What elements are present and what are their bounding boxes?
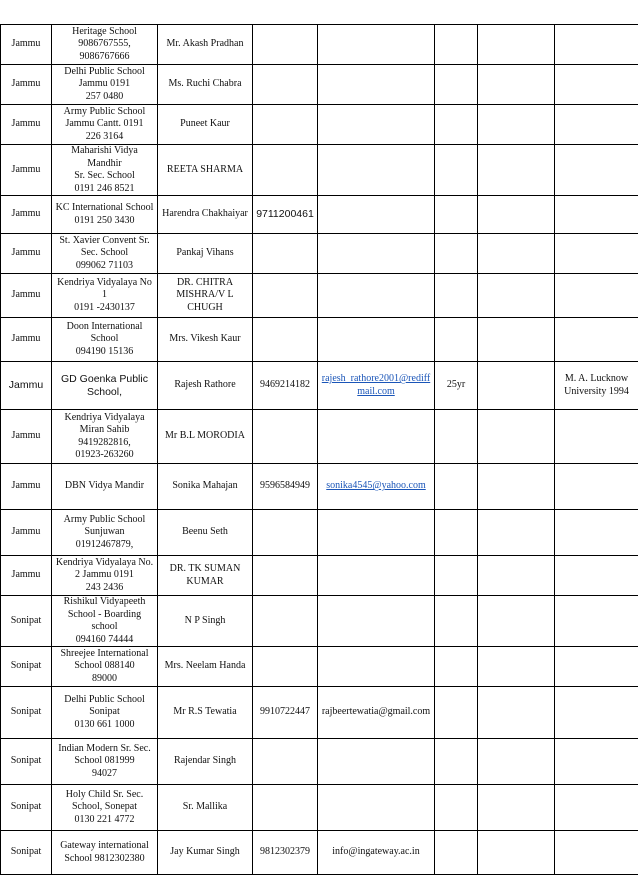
email-cell — [318, 105, 435, 145]
email-cell — [318, 65, 435, 105]
experience-cell — [435, 105, 478, 145]
school-cell: Indian Modern Sr. Sec. School 081999 94027 — [52, 739, 158, 785]
experience-cell: 25yr — [435, 362, 478, 410]
empty-cell — [478, 556, 555, 596]
education-cell — [555, 318, 638, 362]
school-cell: St. Xavier Convent Sr. Sec. School 099062 71103 — [52, 234, 158, 274]
contact-person-cell: Mr B.L MORODIA — [158, 410, 253, 464]
education-cell: M. A. Lucknow University 1994 — [555, 362, 638, 410]
email-cell — [318, 556, 435, 596]
school-cell: Army Public School Sunjuwan 01912467879, — [52, 510, 158, 556]
experience-cell — [435, 647, 478, 687]
education-cell — [555, 596, 638, 647]
table-row — [1, 234, 638, 274]
contact-person-cell: Beenu Seth — [158, 510, 253, 556]
experience-cell — [435, 65, 478, 105]
education-cell — [555, 785, 638, 831]
contact-person-cell: Mr R.S Tewatia — [158, 687, 253, 739]
empty-cell — [478, 145, 555, 196]
education-cell — [555, 145, 638, 196]
school-cell: Gateway international School 9812302380 — [52, 831, 158, 875]
school-cell: DBN Vidya Mandir — [52, 464, 158, 510]
phone-cell: 9910722447 — [253, 687, 318, 739]
email-link[interactable]: rajbeertewatia@gmail.com — [322, 706, 430, 717]
contact-person-cell: Rajendar Singh — [158, 739, 253, 785]
city-cell: Sonipat — [1, 596, 52, 647]
school-cell: Delhi Public School Sonipat 0130 661 1000 — [52, 687, 158, 739]
city-cell: Jammu — [1, 510, 52, 556]
school-cell: Kendriya Vidyalaya Miran Sahib 9419282816, 01923-263260 — [52, 410, 158, 464]
table-row — [1, 785, 638, 831]
contact-person-cell: REETA SHARMA — [158, 145, 253, 196]
empty-cell — [478, 647, 555, 687]
table-row — [1, 687, 638, 739]
city-cell: Sonipat — [1, 785, 52, 831]
experience-cell — [435, 785, 478, 831]
table-row — [1, 410, 638, 464]
experience-cell — [435, 739, 478, 785]
empty-cell — [478, 739, 555, 785]
city-cell: Sonipat — [1, 831, 52, 875]
empty-cell — [478, 596, 555, 647]
phone-cell: 9596584949 — [253, 464, 318, 510]
school-cell: Shreejee International School 088140 89000 — [52, 647, 158, 687]
school-cell: GD Goenka Public School, — [52, 362, 158, 410]
email-cell — [318, 785, 435, 831]
phone-cell: 9469214182 — [253, 362, 318, 410]
empty-cell — [478, 105, 555, 145]
city-cell: Jammu — [1, 196, 52, 234]
education-cell — [555, 647, 638, 687]
table-row — [1, 556, 638, 596]
empty-cell — [478, 785, 555, 831]
phone-cell — [253, 510, 318, 556]
email-cell — [318, 145, 435, 196]
school-cell: Kendriya Vidyalaya No. 2 Jammu 0191 243 2436 — [52, 556, 158, 596]
empty-cell — [478, 318, 555, 362]
school-cell: Army Public School Jammu Cantt. 0191 226 3164 — [52, 105, 158, 145]
empty-cell — [478, 274, 555, 318]
city-cell: Jammu — [1, 105, 52, 145]
phone-cell — [253, 274, 318, 318]
email-cell — [318, 510, 435, 556]
city-cell: Jammu — [1, 464, 52, 510]
contacts-table — [0, 24, 638, 875]
contact-person-cell: Ms. Ruchi Chabra — [158, 65, 253, 105]
table-body — [1, 25, 638, 875]
city-cell: Sonipat — [1, 647, 52, 687]
table-row — [1, 739, 638, 785]
email-cell — [318, 464, 435, 510]
email-cell — [318, 362, 435, 410]
email-cell — [318, 596, 435, 647]
table-row — [1, 196, 638, 234]
email-cell — [318, 274, 435, 318]
school-cell: KC International School 0191 250 3430 — [52, 196, 158, 234]
education-cell — [555, 234, 638, 274]
table-row — [1, 831, 638, 875]
experience-cell — [435, 274, 478, 318]
school-cell: Holy Child Sr. Sec. School, Sonepat 0130 221 4772 — [52, 785, 158, 831]
email-cell — [318, 831, 435, 875]
phone-cell — [253, 647, 318, 687]
table-row — [1, 274, 638, 318]
city-cell: Jammu — [1, 318, 52, 362]
table-row — [1, 25, 638, 65]
empty-cell — [478, 196, 555, 234]
education-cell — [555, 105, 638, 145]
empty-cell — [478, 25, 555, 65]
school-cell: Doon International School 094190 15136 — [52, 318, 158, 362]
experience-cell — [435, 410, 478, 464]
phone-cell — [253, 145, 318, 196]
email-cell — [318, 234, 435, 274]
contact-person-cell: Sonika Mahajan — [158, 464, 253, 510]
phone-cell — [253, 410, 318, 464]
empty-cell — [478, 464, 555, 510]
school-cell: Kendriya Vidyalaya No 1 0191 -2430137 — [52, 274, 158, 318]
contact-person-cell: Sr. Mallika — [158, 785, 253, 831]
city-cell: Jammu — [1, 234, 52, 274]
experience-cell — [435, 25, 478, 65]
city-cell: Jammu — [1, 556, 52, 596]
empty-cell — [478, 234, 555, 274]
empty-cell — [478, 687, 555, 739]
email-cell — [318, 647, 435, 687]
education-cell — [555, 556, 638, 596]
phone-cell — [253, 556, 318, 596]
email-cell — [318, 739, 435, 785]
contact-person-cell: Pankaj Vihans — [158, 234, 253, 274]
empty-cell — [478, 410, 555, 464]
email-link[interactable]: rajesh_rathore2001@rediff mail.com — [322, 373, 430, 397]
school-cell: Heritage School 9086767555, 9086767666 — [52, 25, 158, 65]
school-cell: Maharishi Vidya Mandhir Sr. Sec. School 0191 246 8521 — [52, 145, 158, 196]
education-cell — [555, 739, 638, 785]
phone-cell — [253, 25, 318, 65]
education-cell — [555, 274, 638, 318]
experience-cell — [435, 464, 478, 510]
contact-person-cell: Mr. Akash Pradhan — [158, 25, 253, 65]
experience-cell — [435, 831, 478, 875]
contact-person-cell: Mrs. Vikesh Kaur — [158, 318, 253, 362]
city-cell: Jammu — [1, 65, 52, 105]
phone-cell: 9812302379 — [253, 831, 318, 875]
city-cell: Jammu — [1, 25, 52, 65]
city-cell: Jammu — [1, 410, 52, 464]
phone-cell — [253, 596, 318, 647]
education-cell — [555, 831, 638, 875]
experience-cell — [435, 234, 478, 274]
school-cell: Delhi Public School Jammu 0191 257 0480 — [52, 65, 158, 105]
contact-person-cell: DR. CHITRA MISHRA/V L CHUGH — [158, 274, 253, 318]
email-cell — [318, 25, 435, 65]
education-cell — [555, 410, 638, 464]
contact-person-cell: Mrs. Neelam Handa — [158, 647, 253, 687]
city-cell: Jammu — [1, 145, 52, 196]
school-cell: Rishikul Vidyapeeth School - Boarding school 094160 74444 — [52, 596, 158, 647]
empty-cell — [478, 65, 555, 105]
table-row — [1, 647, 638, 687]
email-cell — [318, 318, 435, 362]
contact-person-cell: Puneet Kaur — [158, 105, 253, 145]
experience-cell — [435, 556, 478, 596]
phone-cell — [253, 65, 318, 105]
contact-person-cell: N P Singh — [158, 596, 253, 647]
contact-person-cell: Rajesh Rathore — [158, 362, 253, 410]
phone-cell — [253, 234, 318, 274]
education-cell — [555, 65, 638, 105]
experience-cell — [435, 510, 478, 556]
empty-cell — [478, 362, 555, 410]
phone-cell — [253, 318, 318, 362]
table-row — [1, 318, 638, 362]
phone-cell — [253, 105, 318, 145]
city-cell: Sonipat — [1, 739, 52, 785]
phone-cell — [253, 785, 318, 831]
experience-cell — [435, 596, 478, 647]
table-row — [1, 596, 638, 647]
email-cell — [318, 687, 435, 739]
experience-cell — [435, 318, 478, 362]
city-cell: Jammu — [1, 274, 52, 318]
empty-cell — [478, 831, 555, 875]
email-cell — [318, 196, 435, 234]
table-row — [1, 105, 638, 145]
contact-person-cell: DR. TK SUMAN KUMAR — [158, 556, 253, 596]
city-cell: Sonipat — [1, 687, 52, 739]
education-cell — [555, 464, 638, 510]
education-cell — [555, 25, 638, 65]
table-row — [1, 510, 638, 556]
education-cell — [555, 510, 638, 556]
email-link[interactable]: sonika4545@yahoo.com — [326, 480, 425, 491]
phone-cell: 9711200461 — [253, 196, 318, 234]
experience-cell — [435, 196, 478, 234]
table-row — [1, 145, 638, 196]
table-row — [1, 464, 638, 510]
email-cell — [318, 410, 435, 464]
email-link[interactable]: info@ingateway.ac.in — [332, 846, 419, 857]
contact-person-cell: Jay Kumar Singh — [158, 831, 253, 875]
education-cell — [555, 687, 638, 739]
phone-cell — [253, 739, 318, 785]
table-row — [1, 362, 638, 410]
education-cell — [555, 196, 638, 234]
table-row — [1, 65, 638, 105]
empty-cell — [478, 510, 555, 556]
city-cell: Jammu — [1, 362, 52, 410]
experience-cell — [435, 145, 478, 196]
contact-person-cell: Harendra Chakhaiyar — [158, 196, 253, 234]
experience-cell — [435, 687, 478, 739]
